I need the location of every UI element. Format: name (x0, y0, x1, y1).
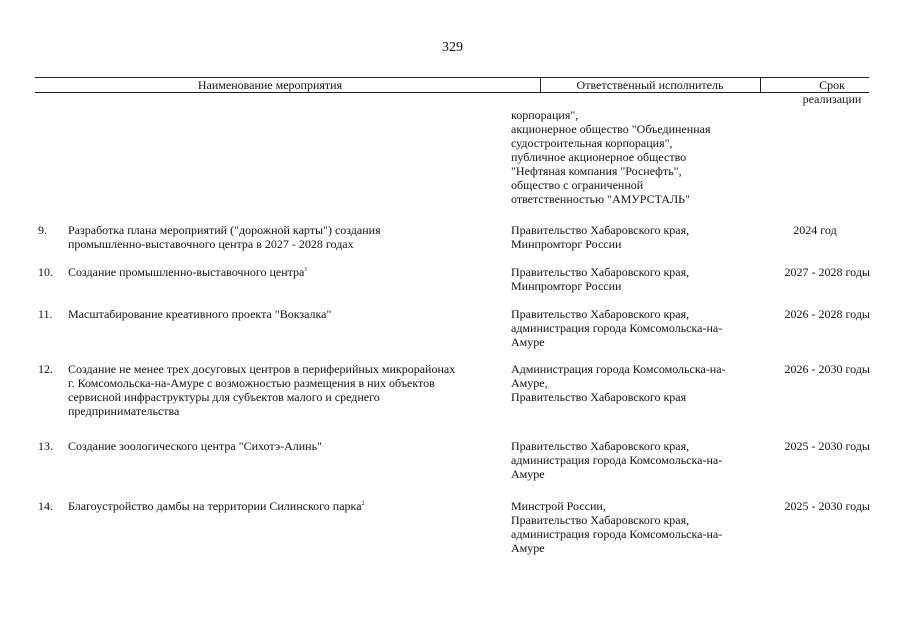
responsible-line: администрация города Комсомольска-на- (511, 527, 723, 541)
activity-line: промышленно-выставочного центра в 2027 - 2028 годах (68, 237, 354, 251)
responsible-line: Правительство Хабаровского края, (511, 223, 690, 237)
responsible-line: Правительство Хабаровского края, (511, 513, 690, 527)
responsible-line: администрация города Комсомольска-на- (511, 453, 723, 467)
responsible-cell (511, 223, 751, 251)
header-activity-name: Наименование мероприятия (197, 78, 343, 92)
activity-line: Создание зоологического центра "Сихотэ-Алинь" (68, 439, 322, 453)
responsible-line: Правительство Хабаровского края, (511, 439, 690, 453)
activity-line: г. Комсомольска-на-Амуре с возможностью размещения в них объектов (68, 376, 435, 390)
activity-name-cell (68, 265, 498, 279)
row-number: 11. (38, 307, 53, 321)
activity-line: Создание не менее трех досуговых центров в периферийных микрорайонах (68, 362, 456, 376)
term-cell: 2026 - 2030 годы (784, 362, 870, 376)
responsible-cell (511, 307, 751, 349)
responsible-cell (511, 108, 751, 206)
activity-name-cell (68, 499, 498, 513)
term-cell: 2025 - 2030 годы (784, 499, 870, 513)
responsible-cell (511, 439, 751, 481)
activity-line: предпринимательства (68, 404, 180, 418)
responsible-line: общество с ограниченной (511, 178, 644, 192)
header-responsible: Ответственный исполнитель (576, 78, 724, 92)
responsible-line: судостроительная корпорация", (511, 136, 673, 150)
responsible-line: Амуре, (511, 376, 548, 390)
responsible-line: акционерное общество "Объединенная (511, 122, 711, 136)
activity-line: сервисной инфраструктуры для субъектов малого и среднего (68, 390, 380, 404)
responsible-line: "Нефтяная компания "Роснефть", (511, 164, 682, 178)
responsible-cell (511, 499, 751, 555)
activity-line: Создание промышленно-выставочного центра (68, 265, 305, 279)
footnote-mark: 2 (361, 501, 365, 507)
responsible-line: Амуре (511, 467, 545, 481)
responsible-line: Правительство Хабаровского края, (511, 265, 690, 279)
responsible-line: Правительство Хабаровского края, (511, 307, 690, 321)
term-cell: 2027 - 2028 годы (784, 265, 870, 279)
responsible-line: ответственностью "АМУРСТАЛЬ" (511, 192, 690, 206)
row-number: 13. (38, 439, 53, 453)
term-cell: 2026 - 2028 годы (784, 307, 870, 321)
responsible-line: Администрация города Комсомольска-на- (511, 362, 726, 376)
activity-line: Масштабирование креативного проекта "Вокзалка" (68, 307, 332, 321)
responsible-line: корпорация", (511, 108, 579, 122)
responsible-cell (511, 265, 751, 293)
row-number: 14. (38, 499, 53, 513)
responsible-line: публичное акционерное общество (511, 150, 687, 164)
responsible-line: Минпромторг России (511, 279, 622, 293)
activity-name-cell (68, 223, 498, 251)
table-header (35, 77, 869, 106)
activity-name-cell (68, 439, 498, 453)
row-number: 12. (38, 362, 53, 376)
responsible-cell (511, 362, 751, 404)
header-term: Срок реализации (802, 78, 862, 106)
activity-name-cell (68, 362, 498, 418)
responsible-line: Амуре (511, 335, 545, 349)
responsible-line: администрация города Комсомольска-на- (511, 321, 723, 335)
footnote-mark: 1 (304, 267, 308, 273)
header-divider (760, 78, 761, 92)
responsible-line: Минпромторг России (511, 237, 622, 251)
responsible-line: Минстрой России, (511, 499, 606, 513)
activity-name-cell (68, 307, 498, 321)
term-cell: 2024 год (793, 223, 837, 237)
page-number: 329 (442, 40, 463, 55)
row-number: 10. (38, 265, 53, 279)
responsible-line: Амуре (511, 541, 545, 555)
term-cell: 2025 - 2030 годы (784, 439, 870, 453)
activity-line: Благоустройство дамбы на территории Силинского парка (68, 499, 362, 513)
row-number: 9. (38, 223, 47, 237)
activity-line: Разработка плана мероприятий ("дорожной карты") создания (68, 223, 381, 237)
responsible-line: Правительство Хабаровского края (511, 390, 687, 404)
